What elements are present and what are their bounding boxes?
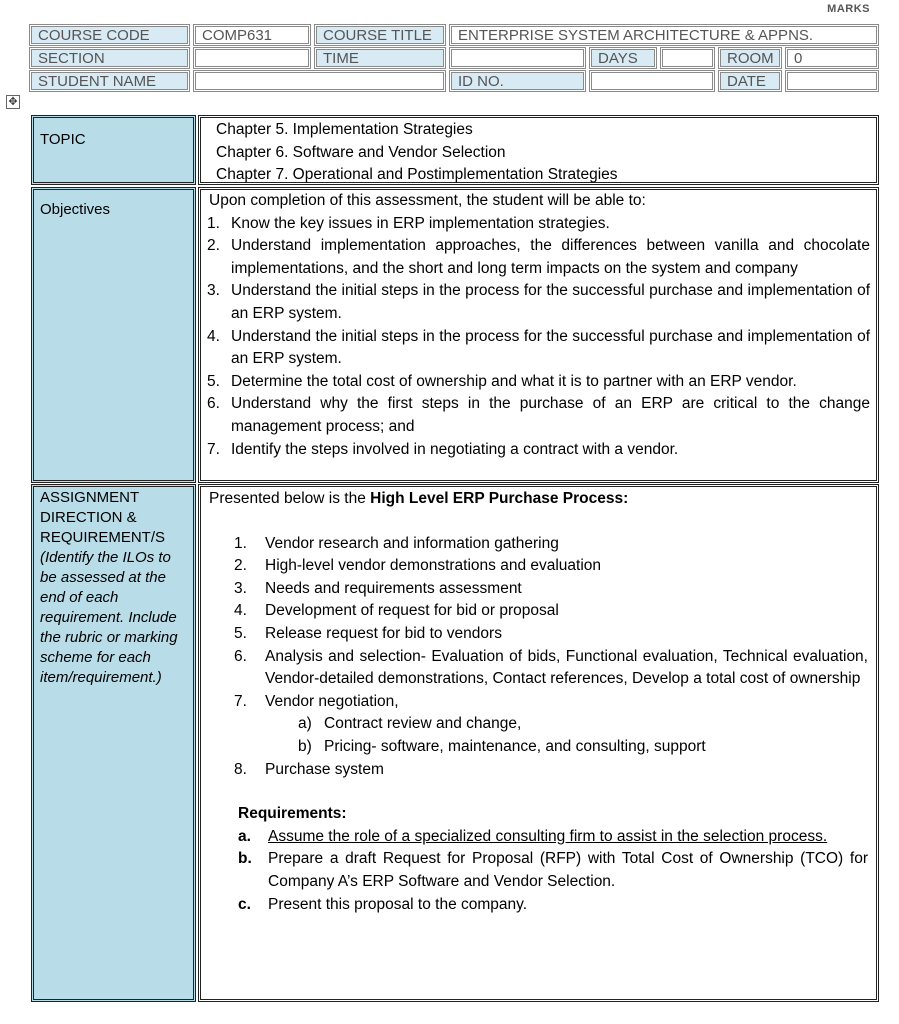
assignment-label: ASSIGNMENT DIRECTION & REQUIREMENT/S xyxy=(40,489,166,546)
header-row-student xyxy=(31,72,879,92)
course-code-label: COURSE CODE xyxy=(31,26,188,44)
move-icon[interactable]: ✥ xyxy=(6,95,20,109)
purchase-step: 7. Vendor negotiation, xyxy=(234,692,399,710)
days-label: DAYS xyxy=(591,49,655,67)
time-field[interactable] xyxy=(451,49,584,67)
days-field[interactable] xyxy=(662,49,713,67)
student-name-field[interactable] xyxy=(195,72,444,90)
objective-item: 7. Identify the steps involved in negotiating a contract with a vendor. xyxy=(207,440,679,458)
course-title-field[interactable]: ENTERPRISE SYSTEM ARCHITECTURE & APPNS. xyxy=(451,26,877,44)
objective-item: 2. Understand implementation approaches, the differences between vanilla and chocolate implementations, and the short and long term impacts on the system and company xyxy=(207,237,870,277)
objective-item: 1. Know the key issues in ERP implementation strategies. xyxy=(207,214,610,232)
header-row-course xyxy=(31,26,879,46)
purchase-substep: a) Contract review and change, xyxy=(298,715,522,733)
requirement-item: c. Present this proposal to the company. xyxy=(238,895,528,913)
objective-item: 4. Understand the initial steps in the process for the successful purchase and implementation of an ERP system. xyxy=(207,327,870,368)
purchase-step: 6. Analysis and selection- Evaluation of bids, Functional evaluation, Technical evaluation, Vendor-detailed demonstrations, Contact references, Develop a total cost of ownership xyxy=(234,647,868,688)
purchase-step: 3. Needs and requirements assessment xyxy=(234,579,522,597)
purchase-step: 1. Vendor research and information gathering xyxy=(234,534,559,552)
objective-item: 6. Understand why the first steps in the purchase of an ERP are critical to the change management process; and xyxy=(207,395,870,435)
purchase-steps-list xyxy=(201,533,876,782)
room-field[interactable]: 0 xyxy=(787,49,877,67)
objective-item: 5. Determine the total cost of ownership and what it is to partner with an ERP vendor. xyxy=(207,372,797,390)
assignment-intro: Presented below is the High Level ERP Purchase Process: xyxy=(209,490,629,507)
purchase-step: 2. High-level vendor demonstrations and evaluation xyxy=(234,557,602,575)
topic-line: Chapter 7. Operational and Postimplementation Strategies xyxy=(216,166,618,184)
purchase-step: 5. Release request for bid to vendors xyxy=(234,624,502,642)
objectives-list xyxy=(201,213,876,462)
course-title-label: COURSE TITLE xyxy=(316,26,444,44)
topic-label: TOPIC xyxy=(40,131,86,148)
header-info-grid xyxy=(31,26,879,96)
topic-line: Chapter 5. Implementation Strategies xyxy=(216,121,473,138)
room-label: ROOM xyxy=(720,49,780,67)
header-row-section xyxy=(31,49,879,69)
assignment-content-cell xyxy=(198,484,879,1002)
assignment-label-cell xyxy=(31,484,196,1002)
requirements-title: Requirements: xyxy=(238,805,347,823)
requirement-item: b. Prepare a draft Request for Proposal (RFP) with Total Cost of Ownership (TCO) for Company A’s ERP Software and Vendor Selection. xyxy=(238,850,868,890)
topic-label-cell xyxy=(31,115,196,185)
id-no-label: ID NO. xyxy=(451,72,584,90)
objective-item: 3. Understand the initial steps in the process for the successful purchase and implementation of an ERP system. xyxy=(207,282,870,322)
objectives-content-cell xyxy=(198,187,879,483)
id-no-field[interactable] xyxy=(591,72,713,90)
objectives-label: Objectives xyxy=(40,201,111,218)
purchase-substep: b) Pricing- software, maintenance, and consulting, support xyxy=(298,737,706,755)
topic-line: Chapter 6. Software and Vendor Selection xyxy=(216,143,506,161)
student-name-label: STUDENT NAME xyxy=(31,72,188,90)
assignment-note: (Identify the ILOs to be assessed at the end of each requirement. Include the rubric or marking scheme for each item/requirement.) xyxy=(40,549,178,686)
purchase-step: 4. Development of request for bid or proposal xyxy=(234,602,559,620)
time-label: TIME xyxy=(316,49,444,67)
section-label: SECTION xyxy=(31,49,188,67)
objectives-intro: Upon completion of this assessment, the student will be able to: xyxy=(209,192,646,209)
objectives-label-cell xyxy=(31,187,196,483)
section-field[interactable] xyxy=(195,49,309,67)
marks-label: MARKS xyxy=(827,3,870,15)
requirement-item: a. Assume the role of a specialized consulting firm to assist in the selection process. xyxy=(238,827,828,845)
date-field[interactable] xyxy=(787,72,877,90)
purchase-step: 8. Purchase system xyxy=(234,760,384,778)
course-code-field[interactable]: COMP631 xyxy=(195,26,309,44)
date-label: DATE xyxy=(720,72,780,90)
topic-content-cell xyxy=(198,115,879,185)
